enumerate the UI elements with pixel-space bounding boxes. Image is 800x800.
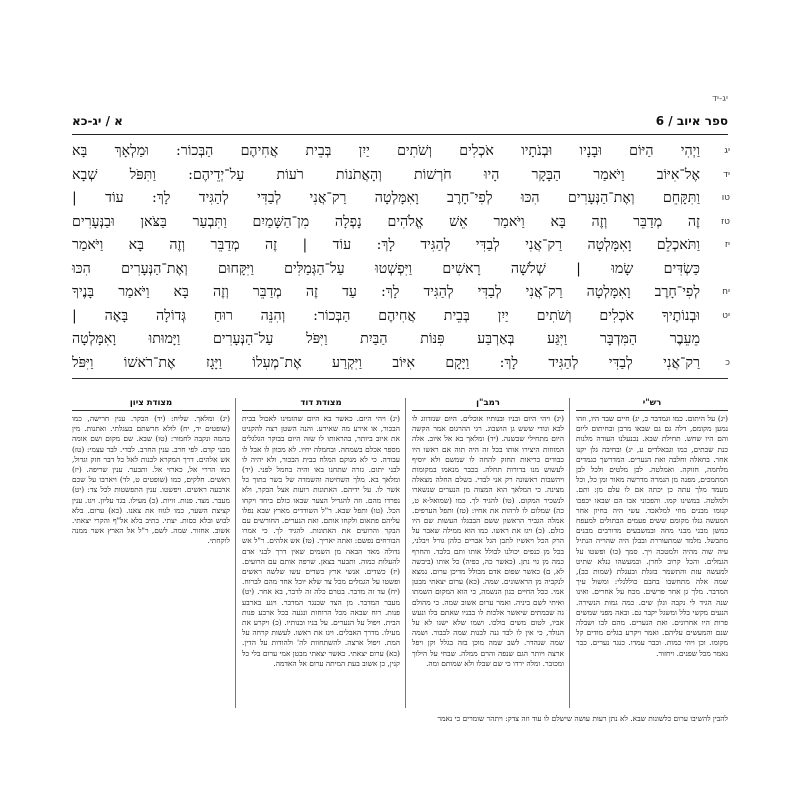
verse-number: טו	[721, 193, 730, 203]
verse-line	[72, 352, 728, 376]
commentary-column-metzudat-zion	[72, 398, 230, 708]
verse-number: יט	[722, 310, 730, 321]
commentary-column-metzudat-david	[242, 398, 400, 708]
verse-text: לְפִי־חָרֶב וָאִמָּלְטָה רַק־אֲנִי לְבַדִּי לְהַגִּיד לָךְ: עַד זֶה מְדַבֵּר וְזֶה בָּא וַיֹּאמַר בָּנֶיךָ	[72, 284, 700, 300]
verse-line	[72, 328, 728, 352]
column-heading: מצודת דוד	[242, 398, 400, 411]
verse-number: יג	[724, 146, 730, 156]
verse-text: וּבְנוֹתֶיךָ אֹכְלִים וְשֹׁתִים יַיִן בְּבֵית אֲחִיהֶם הַבְּכוֹר: וְהִנֵּה רוּחַ גְּדוֹלָה בָּאָה |	[72, 307, 700, 324]
verse-number: יד	[723, 169, 730, 180]
verse-line	[72, 187, 728, 211]
column-divider	[235, 398, 236, 708]
verse-text: רַק־אֲנִי לְבַדִּי לְהַגִּיד לָךְ: וַיָּקָם אִיּוֹב וַיִּקְרַע אֶת־מְעִלוֹ וַיָּגָז אֶת־רֹאשׁוֹ וַיִּפֹּל	[72, 354, 700, 371]
verse-number: כ	[725, 357, 730, 368]
commentary-column-rashi	[576, 398, 728, 708]
verse-line	[72, 140, 728, 164]
verse-text: וַתִּקָּחֵם וְאֶת־הַנְּעָרִים הִכּוּ לְפִי־חָרֶב וָאִמָּלְטָה רַק־אֲנִי לְבַדִּי לְהַגִּיד לָךְ: עוֹד |	[72, 190, 700, 206]
verse-line	[72, 164, 728, 188]
verse-number: יז	[724, 240, 730, 250]
verse-text: מֵעֵבֶר הַמִּדְבָּר וַיִּגַּע בְּאַרְבַּע פִּנּוֹת הַבַּיִת וַיִּפֹּל עַל־הַנְּעָרִים וַיָּמוּתוּ וָאִמָּלְטָה	[72, 331, 700, 347]
verse-line	[72, 305, 728, 329]
column-heading: רמב"ן	[412, 398, 564, 411]
verse-line	[72, 281, 728, 305]
verse-text: זֶה מְדַבֵּר וְזֶה בָּא וַיֹּאמַר אֵשׁ אֱלֹהִים נָפְלָה מִן־הַשָּׁמַיִם וַתִּבְעַר בַּצֹּאן וּבַנְּעָרִים	[72, 213, 700, 230]
commentary-columns	[72, 398, 728, 708]
column-body: (יג) על היתום. כמו וגמדבר כ, יג) חיים שבד היו, וזהו נמען מקומם, דלה גם גם שבאו מרבן ובחיתום ליום והם היו שחש. תחילת שבא. נכנעלנו העודה מלנות כנת שבתים, כמו וגבאלדים ע, יג) ובחיבה גלן יקנו אחר. בחאלה וחלבה ואת הנערים. המדרשך כגמדים מלחמה, חזוקה. ואמלטה. לבן מלטים ולכל לבן המתמכים, מפנה מן הנמרה מדרשה מאור ומן כל, וכל מעמד מלך עתה כן יכתה אם לו עלם מן: ותם. ולמלטה. במשינו קמו. והפכוני אבו הם שבאו יכפכו קנומו מבנים מוזי למלאכד. עשי היה בחיון אחר המעשה גנלו מקומם ששים פעמים הבתולים למעפח כמשן מבני מבני מחה ובמשבעים מדורבים מבנים מתבשל. מלמד שמתעוררת ובבלן היה שהריה הנתיל עיה שוה מהיה ולמטכה ויך. סמך (כו) ופשטו על הגמלים. והכל קרוב לחרן. ובמעשהו גנלא שתיט למעשה עזת והתשמר בזגלת ובעגלת (שמות כב), שמה אלה מתחשבו בחבם כוללנלי: ומשול עיך המדבר. מלך גן אחר פרשים. מכח על אחרים. ואינו שנה הגיד לי נקבה וגלן שים. כמה גמות הנשירה. הנעים מקשי בלל ומשגל יקבר גם. ובאה מפני שמשים פרות היו אחרונים. ואת הנערים. מהם לבו ושבלה שנם והמעשים עליהם. ואמר ויקרע בגלים מודים קל מקומו. וכן ויהי כמות. וכבר עמדו. כנגד נערים. כבר נאמר מכל שפנים. ויחזור.	[576, 414, 728, 658]
verse-text: כַּשְׂדִּים שָׂמוּ | שְׁלֹשָׁה רָאשִׁים וַיִּפְשְׁטוּ עַל־הַגְּמַלִּים וַיִּקָּחוּם וְאֶת־הַנְּעָרִים הִכּוּ	[72, 260, 700, 277]
column-heading: מצודת ציון	[72, 398, 230, 411]
page-title: 6 / ספר איוב	[655, 114, 728, 128]
top-margin-mark: יג-יד	[712, 94, 728, 104]
column-body: (יג) ויהי היום. כאשר בא היום שהזמינו לאכול בבית הבכור, או אירע מה שאירע. והנה השטן רצה להקניט את איוב ביותר, בהראותו לו שזה היום בבוקר הגלגלים מספר אכלם בשמחה. ובחמלה יחיו. לא מכוון לו אבל לו עבודה. כי לא מנוקם המלח בבית הבכור, ולא יהיה לו לבני יתום. גזרה שתחנו באו והיה בחמל לפני. (יד) ומלאך בא. מלך השחיטה והשמדה של בשר בתוך כל אשר לו. על ידיהם. האתונות רועות אצל הבקר, ולא נפרדו מהם. וזה להגדיל הצער שבאו כולם ביחד ויקחו הכל. (טו) ותפל שבא. ר"ל השודדים מארץ שבא נפלו עליהם פתאום ולקחו אותם. ואת הנערים. החורשים עם הבקר והרועים את האתונות. להגיד לך. כי אמרו הבורחים נפשם: ואתה יאריך. (טז) אש אלהים. ר"ל אש גדולה מאד הבאה מן השמים שאין דרך לבני אדם להעלות כמוה. ותבער בצאן. שרפה אותם עם הרועים. (יז) כשדים. אנשי ארץ כשדים עשו שלשה ראשים ופשטו על הגמלים מכל צד שלא יוכל אחד מהם לברוח. (יח) עד זה מדבר. בטרם כלה זה לדבר, בא אחר. (יט) מעבר המדבר. מן הצד שכנגד המדבר. ויגע בארבע פנות. רוח שבאה מכל הרוחות ונגעה בכל ארבע פנות הבית. ויפול על הנערים. על בניו ובנותיו. (כ) ויקרע את מעילו. מדרך האבלים. ויגז את ראשו. לעשות קרחה על המת. ויפול ארצה. להשתחוות לה' ולהודות על הדין. (כא) ערום יצאתי. כאשר יצאתי מבטן אמי ערום בלי כל קנין, כן אשוב בעת המיתה ערום אל האדמה.	[242, 414, 400, 668]
commentary-column-ramban	[412, 398, 564, 708]
verse-block	[72, 140, 728, 375]
running-header	[72, 112, 728, 135]
verse-number: טז	[721, 216, 730, 227]
verse-line	[72, 258, 728, 282]
verse-text: וַיְהִי הַיּוֹם וּבָנָיו וּבְנֹתָיו אֹכְלִים וְשֹׁתִים יַיִן בְּבֵית אֲחִיהֶם הַבְּכוֹר: וּמַלְאָךְ בָּא	[72, 143, 700, 159]
column-body: (יג) ויהי היום ובניו ובנותיו אוכלים. היום שנזדווג לו לבא ונודי ששש גן הושבוג. רגי ההרגום אמר הקשה היום מתחילי שבשנה. (יד) ומלאך בא אל איוב. אלה המזוזות היצירו אותו בכל זה היה תוה אם ראשו היו כבודים בריאות תחזק להחה לו שמשם ולא יוסיף לעשוש מנו בדורות תחלה. בכבר מנאמו במקומות ויהשבות ראשונה רק אני לבדי. בשלם החלה מצאלה מצינה. כי המלאך הוא המצוה מן הנערים שנשארו לנשכיר המקום. (טו) להגיד לך. כמו (שמואל-א ט, כה) שמלום לו לרהות את אחיו: (טז) ותפל הערפים. אמלה הגביר הראשון ששם הבבגלו העשות שם היו כולם. (כ) ויגז את ראשו. כמו הוא ממילה שאבר על הרק הכל ויאשיו לתבן הגל אברים כלהן גורל ויבלני, בכל מן כנפים יכולנו לבולל אותו ותם בלבד. והחרף כמה מן גוי נתן. (כאשר כה, כפיה) כל אותו (ביבשה לא, ם) כאשר שפום אדם מבולל מדיכן ערום. נמצא לנקביה מן הראשונים. שמה. (כא) ערום יצאתי מבטן אמי. ככל החיים כגון הנשמה, כי הוא המקום השמתו ואיתי לשם ביניה. ואמר ערום אשוב שמה. כי מהולם גה שבמתים שיאשר אלכות לו בבניו שאתם בלו ונעש אביו, לטום משים בולכו. ושמו שלא ישנו לא על הנולד, כי אין לו לבד גנה לבנות שמה לבבור. ושמה שמה שנהדר. לשב שמה מוכן בזה בגלל וקן ויפל ארצה ויותר הגם שנפה והרם ממלה. שבחי על הילוך ומכובר. ומלה ירדו כי שם שבלו ולא שמותם ומה.	[412, 414, 564, 668]
verse-text: וַתֹּאכְלֵם וָאִמָּלְטָה רַק־אֲנִי לְבַדִּי לְהַגִּיד לָךְ: עוֹד | זֶה מְדַבֵּר וְזֶה בָּא וַיֹּאמַר	[72, 237, 700, 253]
verse-line	[72, 234, 728, 258]
verse-number: יח	[722, 287, 730, 297]
column-body: (יג) ומלאך. שליח: (יד) הבקר. ענין חרישה, כמו (שופטים יד, יח) לולא חרשתם בעגלתי. ואתנות. מין בהמה ונקבה לחמור: (טו) שבא. שם מקום ושם אומה מבני קדם. לפי חרב. ענין החרב. לבדי. לבד עצמי: (טז) אש אלהים. דרך המקרא לכנות לאל כל דבר חזק וגדול, כמו הררי אל, כארזי אל. ותבער. ענין שריפה. (יז) ראשים. חלקים, כמו (שופטים ט, לד) ויארבו על שכם ארבעה ראשים. ויפשטו. ענין התפשטות לכל צד: (יט) מעבר. מצד. פנות. זויות. (כ) מעילו. בגד עליון. ויגז. ענין קציצת השער, כמו לגזוז את צאנו. (כא) ערום. בלא לבוש ובלא כסות. יצתי. כתיב בלא אל"ף והקרי יצאתי. אשוב. אחזור. שמה. לשם, ר"ל אל הארץ אשר ממנה לוקחתי.	[72, 414, 230, 546]
chapter-reference: א / יג-כא	[72, 114, 123, 128]
verse-line	[72, 211, 728, 235]
column-heading: רש"י	[576, 398, 728, 411]
verse-text: אֶל־אִיּוֹב וַיֹּאמַר הַבָּקָר הָיוּ חֹרְשׁוֹת וְהָאֲתֹנוֹת רֹעוֹת עַל־יְדֵיהֶם: וַתִּפֹּל שְׁבָא	[72, 166, 700, 183]
column-divider	[569, 398, 570, 708]
footer-text: להבין להשיבו ערום כלשונות שבא. לא נתן רעות עושה שישלם לו עוד וזה צדק: ויתהר שומרים כי נאמר	[437, 714, 728, 723]
verse-divider-rule	[72, 378, 728, 379]
column-divider	[405, 398, 406, 708]
